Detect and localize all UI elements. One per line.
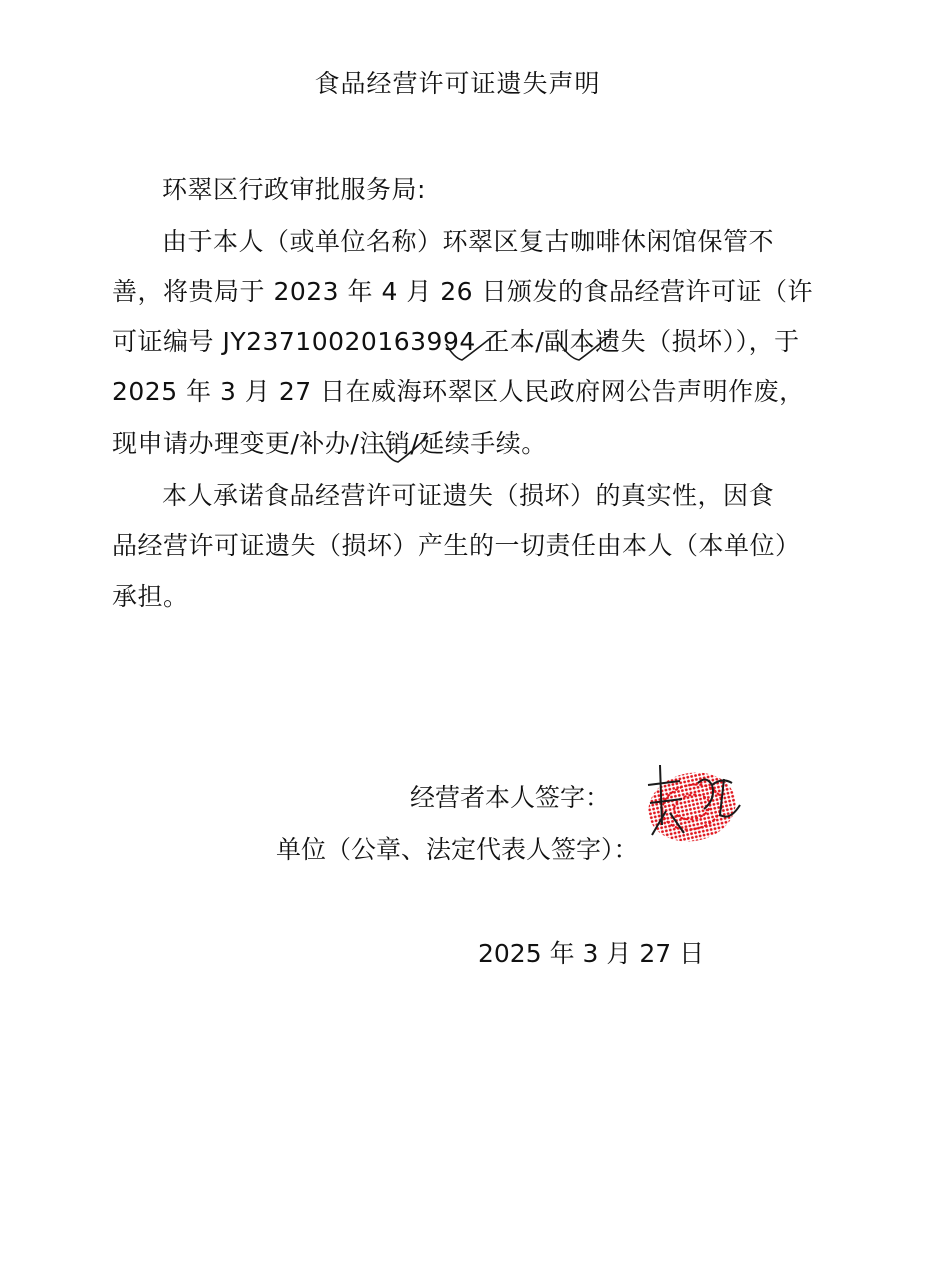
body-line-4: 2025 年 3 月 27 日在威海环翠区人民政府网公告声明作废， bbox=[112, 377, 805, 406]
document-title: 食品经营许可证遗失声明 bbox=[314, 69, 601, 98]
unit-signature-label: 单位（公章、法定代表人签字）： bbox=[276, 835, 639, 864]
commitment-line-3: 承担。 bbox=[112, 582, 189, 611]
date: 2025 年 3 月 27 日 bbox=[478, 939, 705, 968]
signature-fingerprint-icon bbox=[640, 755, 750, 850]
body-line-1: 由于本人（或单位名称）环翠区复古咖啡休闲馆保管不 bbox=[162, 227, 775, 256]
body-line-3: 可证编号 JY23710020163994 正本/副本遗失（损坏）），于 bbox=[112, 327, 800, 356]
body-line-2: 善，将贵局于 2023 年 4 月 26 日颁发的食品经营许可证（许 bbox=[112, 277, 814, 306]
operator-signature-label: 经营者本人签字： bbox=[410, 783, 611, 812]
addressee: 环翠区行政审批服务局: bbox=[162, 175, 426, 204]
body-line-5: 现申请办理变更/补办/注销/延续手续。 bbox=[112, 429, 547, 458]
commitment-line-2: 品经营许可证遗失（损坏）产生的一切责任由本人（本单位） bbox=[112, 531, 801, 560]
commitment-line-1: 本人承诺食品经营许可证遗失（损坏）的真实性，因食 bbox=[162, 481, 775, 510]
